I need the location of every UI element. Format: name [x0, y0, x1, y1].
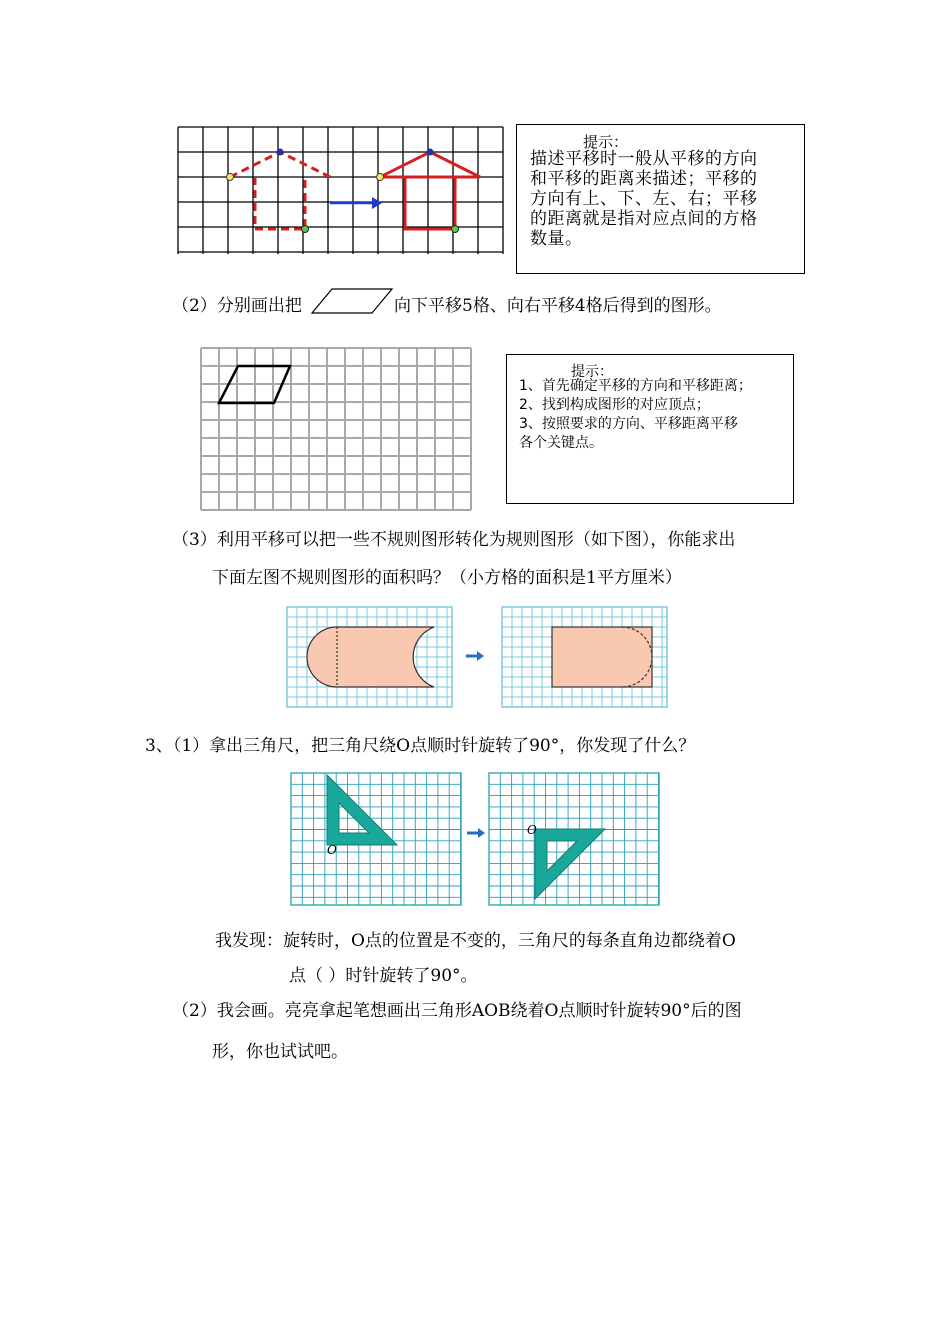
vertex-dot: [227, 174, 234, 181]
vertex-dot: [452, 226, 459, 233]
discovery-line2: 点（ ）时针旋转了90°。: [289, 966, 478, 986]
translation-arrow: [330, 197, 382, 209]
question-3-line2: 下面左图不规则图形的面积吗？（小方格的面积是1平方厘米）: [212, 568, 682, 588]
hint-line: 和平移的距离来描述；平移的: [530, 169, 758, 189]
question-3-line1: （3）利用平移可以把一些不规则图形转化为规则图形（如下图），你能求出: [172, 530, 736, 550]
question-2-suffix: 向下平移5格、向右平移4格后得到的图形。: [394, 296, 722, 316]
triangle-rotation-right: [489, 773, 659, 905]
rectangle-shape: [552, 627, 652, 687]
hint-line: 各个关键点。: [519, 435, 603, 451]
hint-line: 1、首先确定平移的方向和平移距离；: [519, 378, 752, 394]
solid-house: [380, 152, 480, 229]
hint-line: 数量。: [530, 229, 583, 249]
parallelogram-grid: [200, 347, 473, 513]
hint-line: 2、找到构成图形的对应顶点；: [519, 397, 710, 413]
house-translation-grid: [178, 127, 508, 255]
area-transform-left: [287, 607, 452, 707]
vertex-dot: [427, 149, 434, 156]
dashed-house: [230, 152, 330, 229]
section-3-question-1: 3、（1）拿出三角尺，把三角尺绕O点顺时针旋转了90°，你发现了什么？: [145, 736, 696, 756]
hint-title: 提示：: [571, 364, 613, 380]
question-3-2-line2: 形，你也试试吧。: [212, 1042, 348, 1062]
discovery-line1: 我发现：旋转时，O点的位置是不变的，三角尺的每条直角边都绕着O: [215, 931, 736, 951]
vertex-dot: [377, 174, 384, 181]
triangle-rotation-left: [291, 773, 461, 905]
question-2-prefix: （2）分别画出把: [172, 296, 302, 316]
hint-line: 方向有上、下、左、右；平移: [530, 189, 758, 209]
parallelogram-icon: [310, 287, 394, 315]
hint-box-steps: [506, 354, 794, 504]
hint-line: 的距离就是指对应点间的方格: [530, 209, 758, 229]
hint-box-translation: [516, 124, 805, 274]
point-o-label: O: [527, 823, 537, 837]
hint-title: 提示：: [583, 133, 629, 151]
vertex-dot: [302, 226, 309, 233]
right-arrow-icon: [466, 650, 484, 662]
point-o-label: O: [327, 843, 337, 857]
vertex-dot: [277, 149, 284, 156]
hint-line: 3、按照要求的方向、平移距离平移: [519, 416, 738, 432]
question-3-2-line1: （2）我会画。亮亮拿起笔想画出三角形AOB绕着O点顺时针旋转90°后的图: [172, 1001, 742, 1021]
area-transform-right: [502, 607, 667, 707]
right-arrow-icon: [467, 827, 485, 839]
hint-line: 描述平移时一般从平移的方向: [530, 149, 758, 169]
